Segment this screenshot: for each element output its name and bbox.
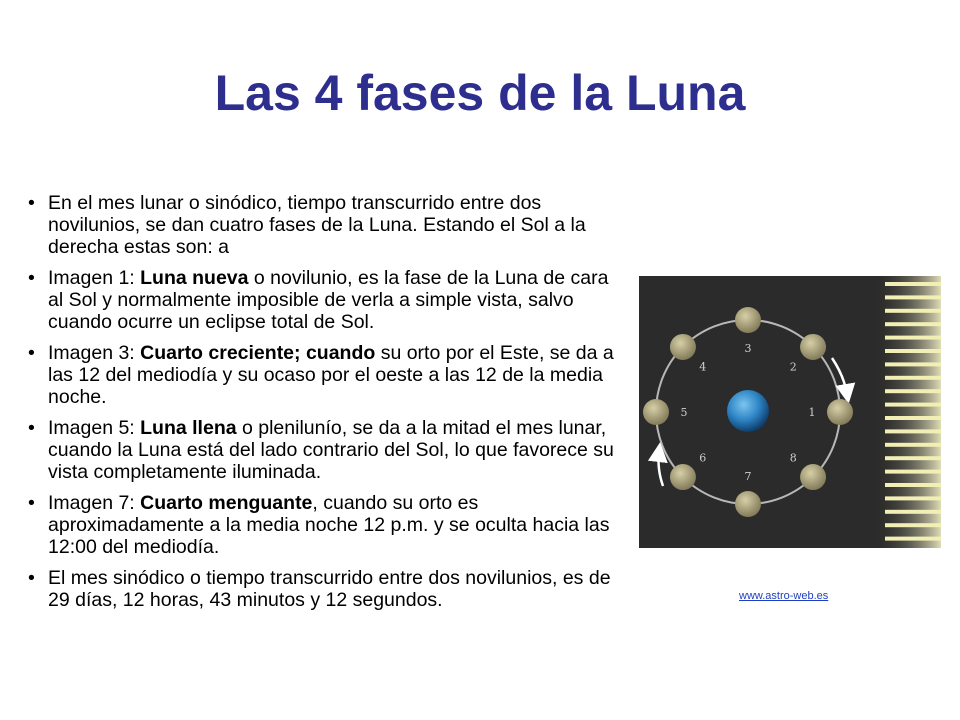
bullet-item (28, 417, 624, 483)
moon-5 (643, 399, 669, 425)
moon-label: 3 (744, 342, 752, 355)
bullet-text: o plenilunío, se da a la mitad el mes lunar, cuando la Luna está del lado contrario del Sol, lo que favorece su vista completamente iluminada. (48, 417, 614, 483)
sunlight-glow (874, 276, 941, 548)
moon-label: 6 (699, 451, 707, 465)
moon-7 (735, 491, 761, 517)
sun-ray (885, 456, 941, 460)
sun-ray (885, 429, 941, 433)
bullet-text: Imagen 7: (48, 492, 141, 514)
page-title: Las 4 fases de la Luna (214, 65, 746, 121)
bullet-dot: • (28, 267, 35, 289)
bullet-item (28, 567, 624, 611)
bullet-item (28, 492, 624, 558)
bullet-text: o novilunio, es la fase de la Luna de cara al Sol y normalmente imposible de verla a simple vista, salvo cuando ocurre un eclipse total de Sol. (48, 267, 609, 333)
moon-label: 1 (808, 406, 816, 419)
sun-ray (885, 362, 941, 366)
bullet-text: su orto por el Este, se da a las 12 del mediodía y su ocaso por el oeste a las 12 de la media noche. (48, 342, 614, 408)
bullet-item (28, 342, 624, 408)
moon-6 (670, 464, 696, 490)
bullet-dot: • (28, 567, 35, 589)
sun-ray (885, 510, 941, 514)
sun-ray (885, 376, 941, 380)
bullet-bold-term: Cuarto creciente; cuando (140, 342, 376, 364)
moon-8 (800, 464, 826, 490)
moon-label: 2 (789, 360, 797, 374)
moon-3 (735, 307, 761, 333)
sun-ray (885, 523, 941, 527)
earth (727, 390, 769, 432)
bullet-text: El mes sinódico o tiempo transcurrido entre dos novilunios, es de 29 días, 12 horas, 43 minutos y 12 segundos. (48, 567, 611, 611)
sun-ray (885, 282, 941, 286)
bullet-bold-term: Cuarto menguante (140, 492, 313, 514)
bullet-text: Imagen 5: (48, 417, 141, 439)
bullet-dot: • (28, 492, 35, 514)
sun-ray (885, 309, 941, 313)
moon-label: 4 (699, 360, 707, 374)
sun-ray (885, 322, 941, 326)
source-link[interactable]: www.astro-web.es (739, 590, 829, 602)
bullet-text: , cuando su orto es aproximadamente a la media noche 12 p.m. y se oculta hacia las 12:00 del mediodía. (48, 492, 610, 558)
bullet-text: Imagen 3: (48, 342, 141, 364)
bullet-list (28, 192, 624, 620)
sun-ray (885, 349, 941, 353)
moon-4 (670, 334, 696, 360)
sun-ray (885, 389, 941, 393)
moon-2 (800, 334, 826, 360)
bullet-text: En el mes lunar o sinódico, tiempo transcurrido entre dos novilunios, se dan cuatro fases de la Luna. Estando el Sol a la derecha estas son: a (48, 192, 586, 258)
bullet-text: Imagen 1: (48, 267, 141, 289)
sun-ray (885, 295, 941, 299)
sun-ray (885, 443, 941, 447)
bullet-dot: • (28, 417, 35, 439)
sun-ray (885, 403, 941, 407)
moon-phases-diagram (639, 276, 941, 548)
bullet-item (28, 267, 624, 333)
sun-ray (885, 496, 941, 500)
bullet-bold-term: Luna llena (140, 417, 237, 439)
bullet-dot: • (28, 192, 35, 214)
moon-label: 5 (680, 406, 688, 419)
moon-label: 7 (744, 470, 752, 483)
sun-ray (885, 416, 941, 420)
sun-ray (885, 470, 941, 474)
sun-ray (885, 336, 941, 340)
bullet-dot: • (28, 342, 35, 364)
sun-ray (885, 483, 941, 487)
bullet-item (28, 192, 624, 258)
bullet-bold-term: Luna nueva (140, 267, 249, 289)
moon-1 (827, 399, 853, 425)
moon-label: 8 (789, 451, 797, 465)
sun-ray (885, 537, 941, 541)
